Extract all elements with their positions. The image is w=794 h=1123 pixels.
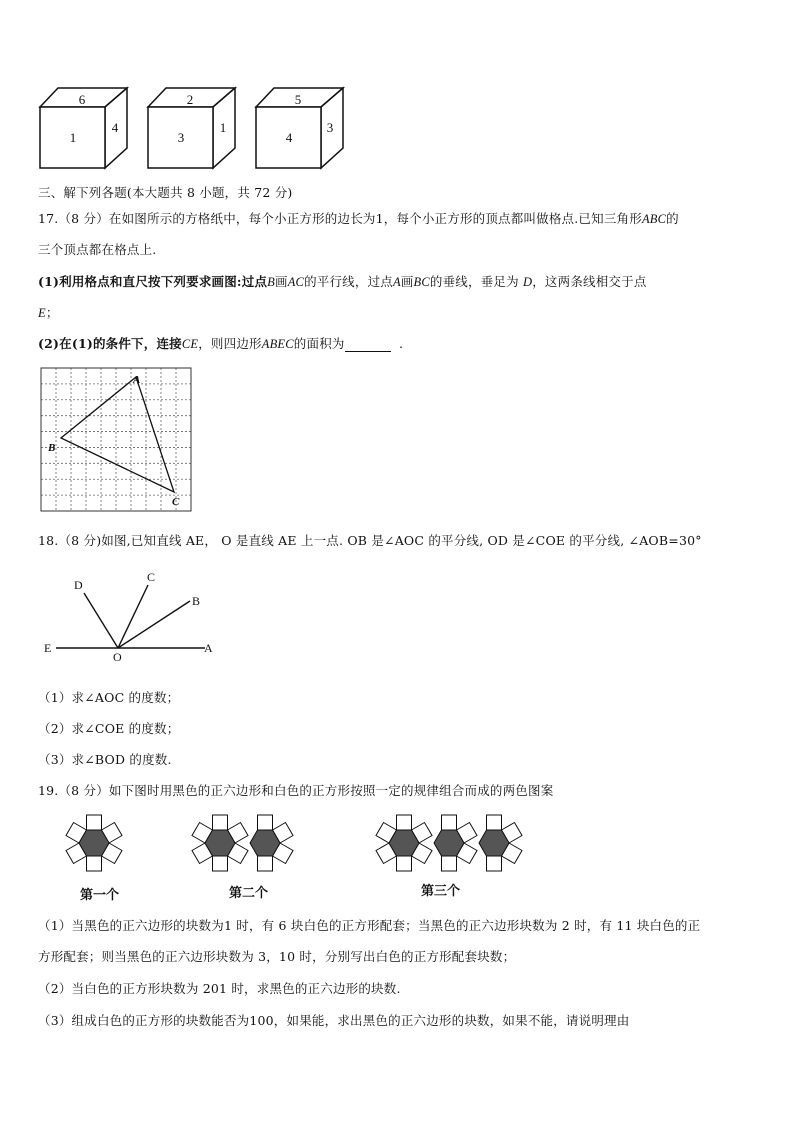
label-b: B — [48, 442, 56, 454]
q17-line-2: 三个顶点都在格点上. — [38, 242, 157, 257]
white-square — [487, 856, 502, 871]
label-a: A — [133, 374, 141, 386]
label-c: C — [147, 570, 156, 584]
caption-second: 第二个 — [229, 886, 269, 901]
white-square — [442, 856, 457, 871]
white-square — [397, 856, 412, 871]
q17-text: . — [398, 336, 404, 351]
cube-1-front: 1 — [69, 130, 77, 145]
white-square — [258, 815, 273, 830]
answer-blank — [345, 339, 391, 352]
cube-figures — [0, 80, 380, 180]
white-square — [213, 815, 228, 830]
white-square — [442, 815, 457, 830]
angle-figure — [40, 565, 230, 665]
cube-3-side: 3 — [326, 120, 334, 135]
q17-text: (1)利用格点和直尺按下列要求画图:过点 — [38, 274, 268, 289]
white-square — [87, 815, 102, 830]
var-a: A — [392, 275, 401, 289]
q18-sub-2: （2）求∠COE 的度数； — [38, 721, 180, 736]
var-ac: AC — [287, 275, 305, 289]
q17-line-3 — [38, 272, 647, 290]
q17-text: ； — [45, 305, 59, 320]
white-square — [487, 815, 502, 830]
triangle-abc — [61, 377, 174, 492]
label-b: B — [192, 594, 201, 608]
q17-line-4 — [38, 303, 59, 321]
q17-text: 17.（8 分）在如图所示的方格纸中，每个小正方形的边长为1，每个小正方形的顶点都叫做格点.已知三角形 — [38, 211, 642, 226]
q19-line-1: 19.（8 分）如下图时用黑色的正六边形和白色的正方形按照一定的规律组合而成的两色图案 — [38, 783, 554, 798]
white-square — [213, 856, 228, 871]
q17-text: (2)在(1)的条件下，连接 — [38, 336, 182, 351]
var-b: B — [267, 275, 275, 289]
label-a: A — [204, 641, 213, 655]
q18-sub-1: （1）求∠AOC 的度数； — [38, 690, 180, 705]
label-o: O — [113, 650, 122, 664]
cube-1-top: 6 — [78, 92, 86, 107]
white-square — [258, 856, 273, 871]
grid-triangle-figure — [40, 367, 192, 512]
q19-sub-1-line-b: 方形配套；则当黑色的正六边形块数为 3，10 时，分别写出白色的正方形配套块数； — [38, 949, 516, 964]
q18-line-1: 18.（8 分)如图,已知直线 AE， O 是直线 AE 上一点. OB 是∠AOC 的平分线, OD 是∠COE 的平分线, ∠AOB=30° — [38, 533, 702, 548]
q18-sub-3: （3）求∠BOD 的度数. — [38, 752, 172, 767]
q17-text: ，这两条线相交于点 — [532, 274, 647, 289]
q17-text: 画 — [275, 274, 288, 289]
caption-first: 第一个 — [80, 888, 120, 903]
q17-text: 的垂线，垂足为 — [429, 274, 519, 289]
var-e: E — [38, 306, 46, 320]
label-e: E — [44, 641, 52, 655]
q17-line-5 — [38, 334, 403, 352]
cube-3-front: 4 — [285, 130, 293, 145]
cube-2-side: 1 — [219, 120, 227, 135]
cube-1-side: 4 — [111, 120, 119, 135]
q19-sub-3: （3）组成白色的正方形的块数能否为100，如果能，求出黑色的正六边形的块数，如果不能，请说明理由 — [38, 1013, 630, 1028]
var-abc: ABC — [641, 212, 667, 226]
var-d: D — [523, 275, 533, 289]
cube-2-front: 3 — [177, 130, 185, 145]
var-bc: BC — [413, 275, 430, 289]
q17-text: 的 — [666, 211, 679, 226]
hexagon-pattern-figure — [60, 805, 540, 885]
cube-2-top: 2 — [186, 92, 194, 107]
label-d: D — [74, 578, 83, 592]
cube-3-top: 5 — [294, 92, 302, 107]
var-abec: ABEC — [261, 337, 294, 351]
q17-text: 画 — [400, 274, 414, 289]
var-ce: CE — [181, 337, 199, 351]
white-square — [397, 815, 412, 830]
q17-text: 的平行线，过点 — [304, 274, 393, 289]
white-square — [87, 856, 102, 871]
section-heading: 三、解下列各题(本大题共 8 小题，共 72 分) — [38, 185, 293, 200]
caption-third: 第三个 — [421, 884, 461, 899]
q19-sub-1-line-a: （1）当黑色的正六边形的块数为1 时，有 6 块白色的正方形配套；当黑色的正六边形块数为 2 时，有 11 块白色的正 — [38, 918, 701, 933]
q17-line-1 — [38, 209, 679, 227]
q17-text: ，则四边形 — [198, 336, 262, 351]
label-c: C — [172, 496, 180, 508]
q17-text: 的面积为 — [293, 336, 345, 351]
q19-sub-2: （2）当白色的正方形块数为 201 时，求黑色的正六边形的块数. — [38, 981, 401, 996]
